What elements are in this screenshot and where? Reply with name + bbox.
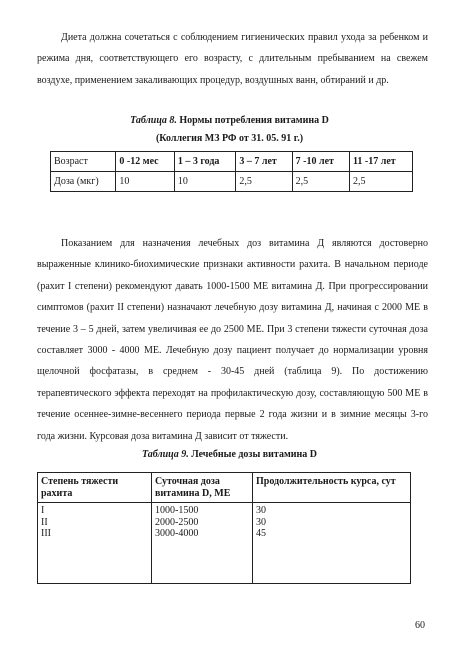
table9-caption-title: Лечебные дозы витамина D [188,449,318,460]
table-header-cell: 3 – 7 лет [236,152,292,172]
table-row [38,503,411,584]
table-cell: 10 [174,172,235,192]
table-cell: 2,5 [236,172,292,192]
table-header-cell: Продолжительность курса, сут [253,473,411,503]
table-header-row [38,473,411,503]
header-line: рахита [41,487,73,499]
table-header-cell: 7 -10 лет [292,152,349,172]
page-number: 60 [415,620,425,631]
table8-caption-sub: (Коллегия МЗ РФ от 31. 05. 91 г.) [155,133,304,144]
intro-paragraph: Диета должна сочетаться с соблюдением гигиенических правил ухода за ребенком и режима дня, соответствующего его возрасту, с длительным пребыванием на свежем воздухе, применением закаливающих процедур, воздушных ванн, обтираний и др. [37,32,428,86]
table-header-cell: 0 -12 мес [116,152,174,172]
cell-line: 45 [256,528,266,539]
table-header-cell: 1 – 3 года [174,152,235,172]
therapeutic-doses-table [37,472,411,584]
table-cell: 2,5 [349,172,412,192]
table-header-cell [38,473,152,503]
table8-caption [0,115,459,126]
table9-caption [0,449,459,460]
cell-line: 3000-4000 [155,528,199,539]
header-line: витамина D, МЕ [155,487,231,499]
table-header-cell [152,473,253,503]
table-cell: 2,5 [292,172,349,192]
cell-line: 30 [256,505,266,516]
table8-caption-label: Таблица 8. [130,115,177,126]
table-cell: Возраст [51,152,116,172]
header-line: Степень тяжести [41,476,119,487]
cell-line: II [41,516,48,528]
table-cell [152,503,253,584]
cell-line: III [41,528,51,539]
cell-line: 30 [256,516,266,528]
vitamin-d-norms-table [50,151,413,192]
table8-caption-title: Нормы потребления витамина D [176,115,329,126]
table-cell: Доза (мкг) [51,172,116,192]
cell-line: 1000-1500 [155,505,199,516]
cell-line: 2000-2500 [155,516,199,528]
table-row [51,172,413,192]
header-line: Суточная доза [155,476,220,487]
table-cell: 10 [116,172,174,192]
table-row [51,152,413,172]
treatment-paragraph: Показанием для назначения лечебных доз витамина Д являются достоверно выраженные клинико-биохимические признаки активности рахита. В начальном периоде (рахит I степени) рекомендуют давать 1000-1500 МЕ витамина Д. При прогрессировании симптомов (рахит II степени) назначают лечебную дозу витамина Д, начиная с 2000 МЕ в течение 3 – 5 дней, затем увеличивая ее до 2500 МЕ. При 3 степени тяжести суточная доза составляет 3000 - 4000 МЕ. Лечебную дозу пациент получает до нормализации уровня щелочной фосфатазы, в среднем - 30-45 дней (таблица 9). По достижению терапевтического эффекта переходят на профилактическую дозу, составляющую 500 МЕ в течение осеннее-зимне-весеннего периода первые 2 года жизни и в зимние месяцы 3-го года жизни. Курсовая доза витамина Д зависит от тяжести. [37,238,428,442]
table-header-cell: 11 -17 лет [349,152,412,172]
table9-caption-label: Таблица 9. [141,449,189,460]
table-cell [253,503,411,584]
cell-line: I [41,505,45,516]
table-cell [38,503,152,584]
